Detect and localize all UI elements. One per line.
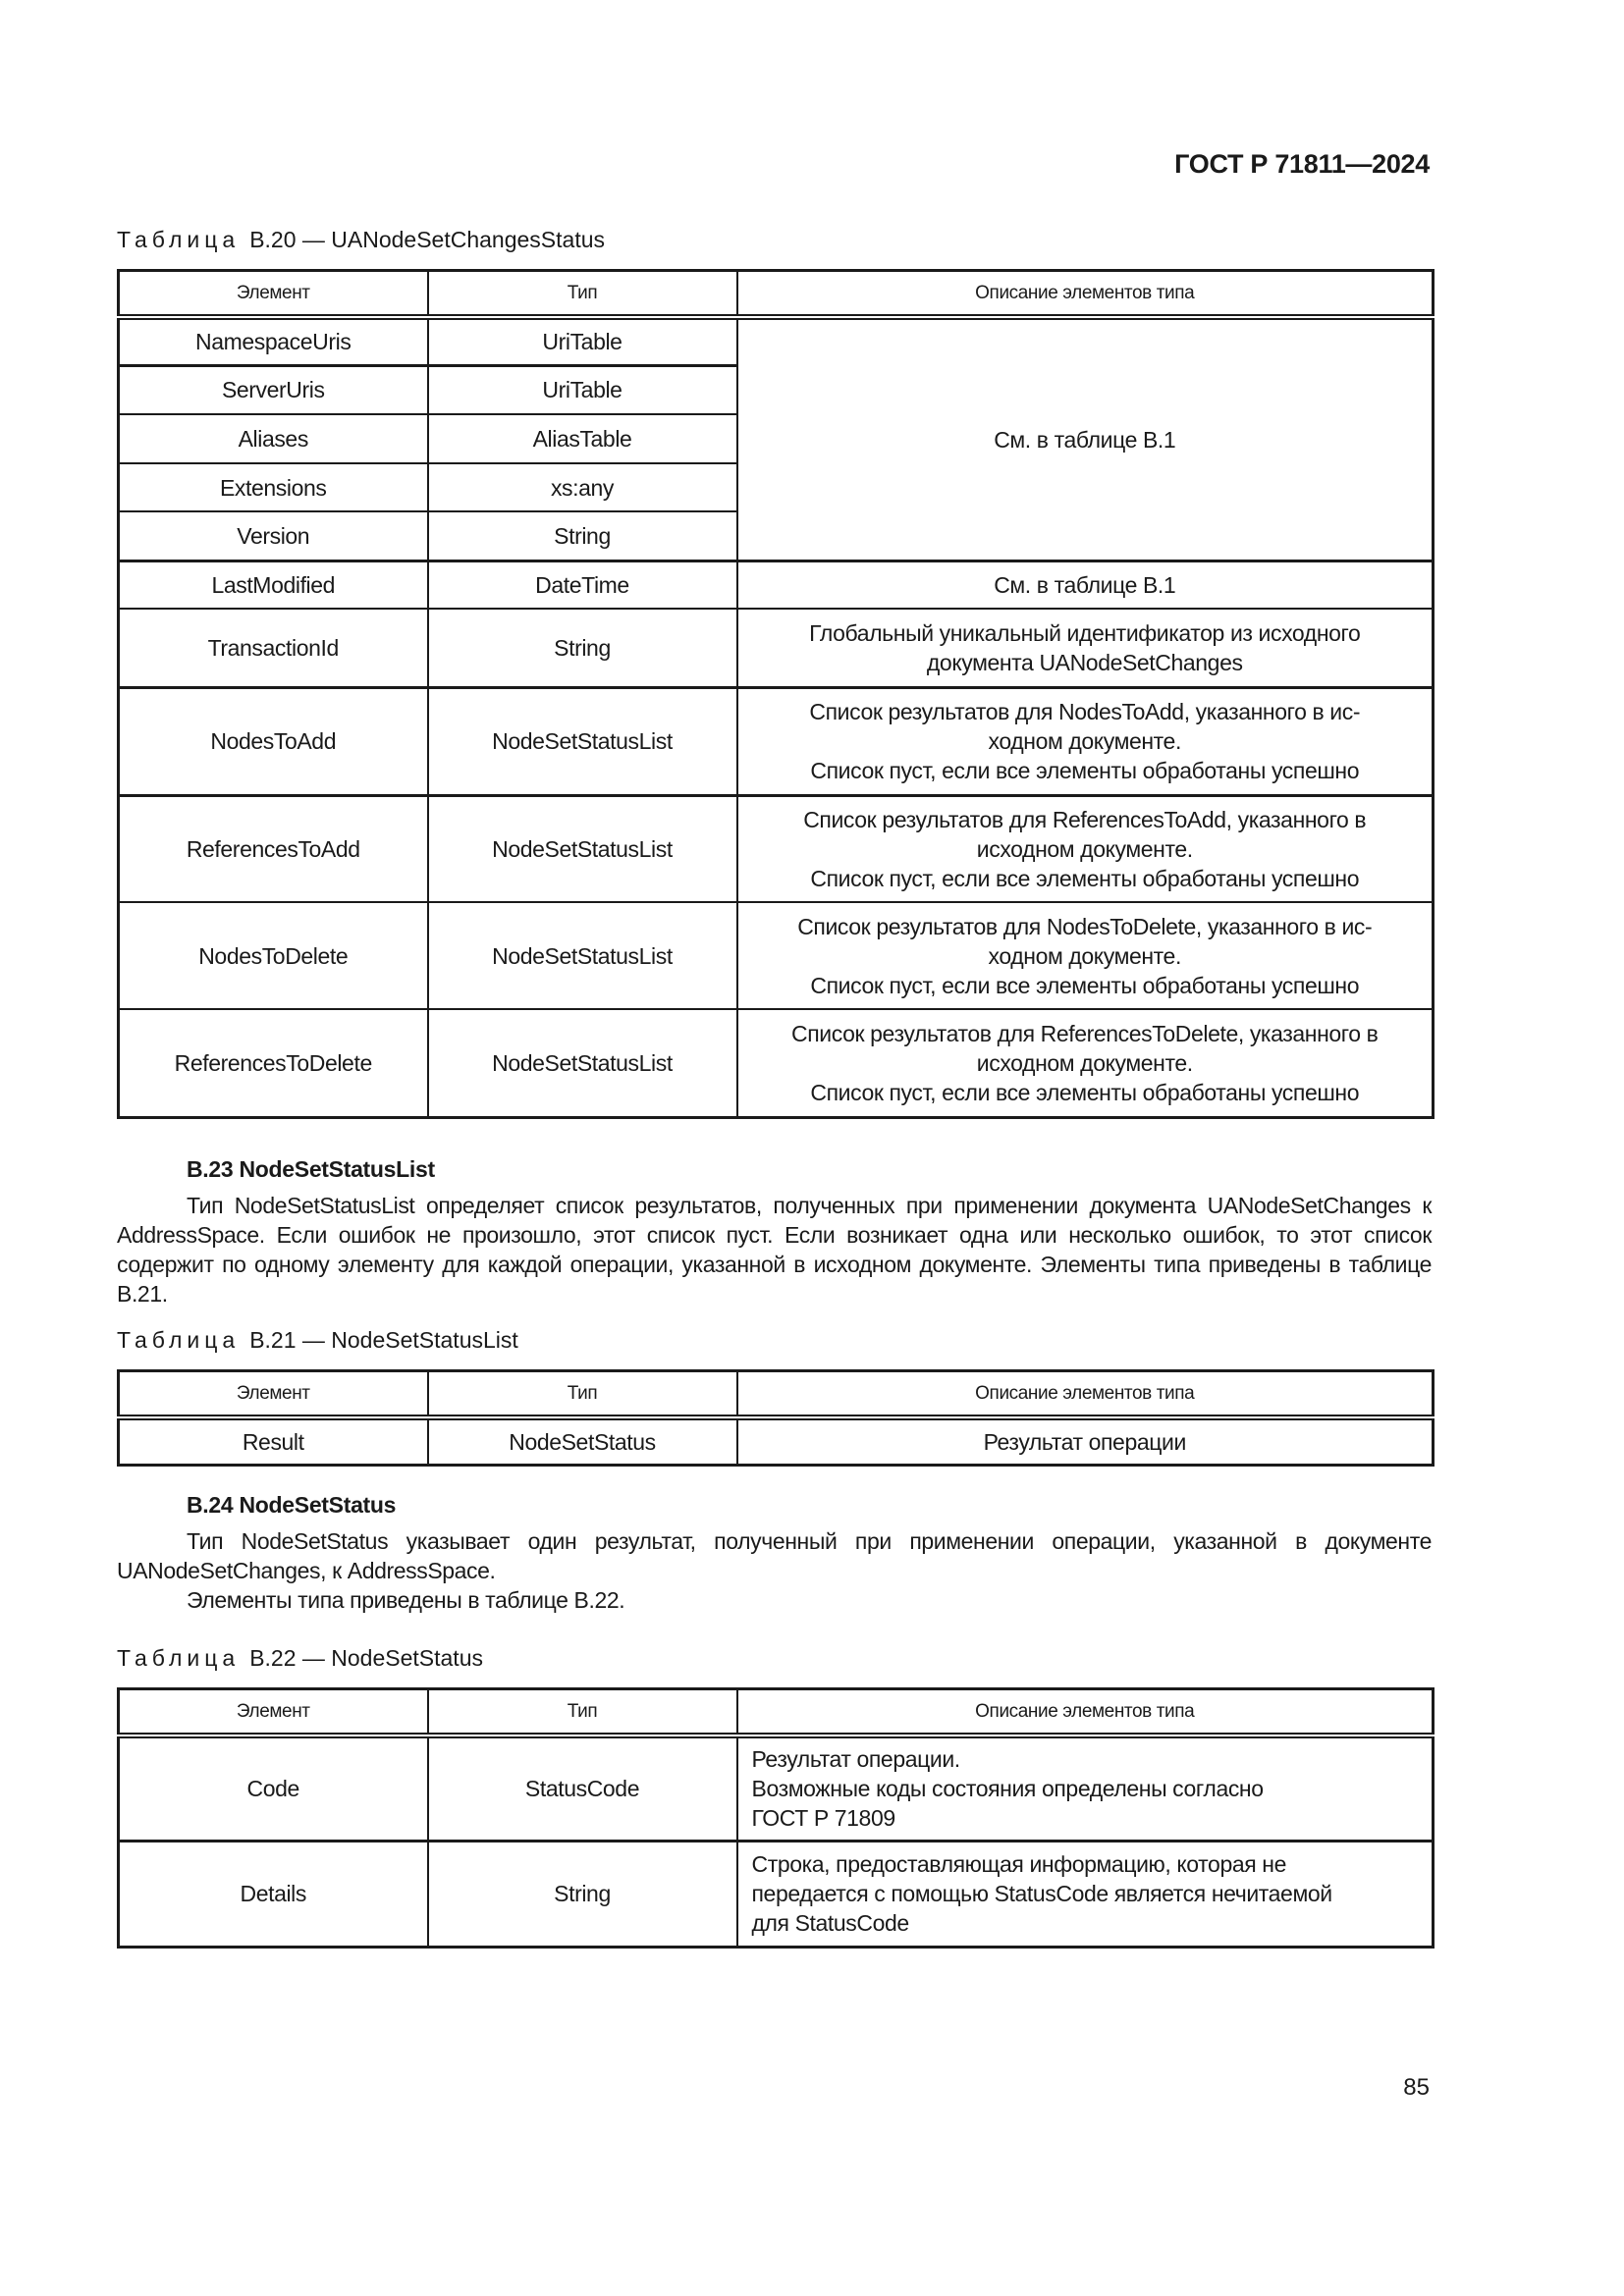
cell-type: xs:any xyxy=(428,463,737,511)
description-line: для StatusCode xyxy=(751,1910,909,1936)
cell-element: Version xyxy=(119,511,428,561)
table-row xyxy=(119,795,1434,902)
column-header-description: Описание элементов типа xyxy=(737,1689,1434,1736)
cell-element: Code xyxy=(119,1735,428,1841)
description-line: передается с помощью StatusCode является нечитаемой xyxy=(751,1881,1332,1906)
cell-description xyxy=(737,609,1434,687)
table-b20 xyxy=(117,269,1435,1119)
description-line: ходном документе. xyxy=(988,728,1181,754)
description-line: ГОСТ Р 71809 xyxy=(751,1805,895,1832)
table-b21-caption xyxy=(117,1327,518,1354)
column-header-description: Описание элементов типа xyxy=(737,1371,1434,1418)
table-header-row xyxy=(119,1371,1434,1418)
caption-prefix: Таблица xyxy=(117,227,241,252)
column-header-type: Тип xyxy=(428,1371,737,1418)
column-header-element: Элемент xyxy=(119,1689,428,1736)
cell-type: NodeSetStatusList xyxy=(428,795,737,902)
cell-description xyxy=(737,1841,1434,1947)
cell-type: DateTime xyxy=(428,561,737,609)
description-line: Список результатов для ReferencesToAdd, указанного в xyxy=(803,806,1367,832)
description-line: Глобальный уникальный идентификатор из исходного xyxy=(809,619,1361,646)
table-b21 xyxy=(117,1369,1435,1467)
column-header-description: Описание элементов типа xyxy=(737,271,1434,318)
caption-title: В.21 — NodeSetStatusList xyxy=(249,1327,518,1353)
caption-title: В.20 — UANodeSetChangesStatus xyxy=(249,227,606,252)
table-row xyxy=(119,561,1434,609)
description-line: Список результатов для ReferencesToDelete, указанного в xyxy=(791,1020,1379,1046)
cell-type: NodeSetStatusList xyxy=(428,902,737,1009)
description-line: Список результатов для NodesToAdd, указанного в ис- xyxy=(809,699,1361,724)
description-line: исходном документе. xyxy=(976,1049,1193,1076)
table-row xyxy=(119,1735,1434,1841)
cell-element: ServerUris xyxy=(119,365,428,414)
paragraph: Тип NodeSetStatusList определяет список результатов, полученных при применении документа UANodeSetChanges к AddressSpace. Если ошибок не произошло, этот список пуст. Если возникает одна или несколько ошибок, то этот список содержит по одному элементу для каждой операции, указанной в исходном документе. Элементы типа приведены в таблице В.21. xyxy=(117,1193,1432,1307)
cell-element: Aliases xyxy=(119,414,428,463)
caption-prefix: Таблица xyxy=(117,1327,241,1353)
section-heading-b24: В.24 NodeSetStatus xyxy=(187,1492,397,1518)
table-row xyxy=(119,317,1434,365)
caption-prefix: Таблица xyxy=(117,1645,241,1671)
table-row xyxy=(119,902,1434,1009)
cell-element: NodesToDelete xyxy=(119,902,428,1009)
description-line: Возможные коды состояния определены согласно xyxy=(751,1776,1264,1802)
table-header-row xyxy=(119,1689,1434,1736)
description-line: документа UANodeSetChanges xyxy=(926,649,1243,675)
cell-description-merged: См. в таблице В.1 xyxy=(737,317,1434,561)
table-row xyxy=(119,1841,1434,1947)
table-b20-caption xyxy=(117,227,605,253)
cell-element: ReferencesToAdd xyxy=(119,795,428,902)
cell-element: Details xyxy=(119,1841,428,1947)
cell-element: NamespaceUris xyxy=(119,317,428,365)
cell-type: NodeSetStatusList xyxy=(428,1009,737,1117)
column-header-type: Тип xyxy=(428,271,737,318)
paragraph: Элементы типа приведены в таблице В.22. xyxy=(187,1587,625,1613)
description-line: ходном документе. xyxy=(988,942,1181,969)
table-row xyxy=(119,1009,1434,1117)
section-b24-text xyxy=(117,1526,1432,1615)
cell-description: См. в таблице В.1 xyxy=(737,561,1434,609)
table-row xyxy=(119,609,1434,687)
cell-description xyxy=(737,687,1434,795)
paragraph: Тип NodeSetStatus указывает один результат, полученный при применении операции, указанной в документе UANodeSetChanges, к AddressSpace. xyxy=(117,1528,1432,1583)
description-line: Результат операции. xyxy=(751,1746,960,1773)
column-header-type: Тип xyxy=(428,1689,737,1736)
cell-type: String xyxy=(428,511,737,561)
table-header-row xyxy=(119,271,1434,318)
description-line: Список пуст, если все элементы обработаны успешно xyxy=(810,865,1360,891)
description-line: Список пуст, если все элементы обработаны успешно xyxy=(810,972,1360,998)
description-line: исходном документе. xyxy=(976,835,1193,862)
description-line: Список пуст, если все элементы обработаны успешно xyxy=(810,758,1360,783)
column-header-element: Элемент xyxy=(119,271,428,318)
page-number: 85 xyxy=(1403,2074,1430,2101)
cell-element: Result xyxy=(119,1417,428,1465)
cell-type: StatusCode xyxy=(428,1735,737,1841)
description-line: Список пуст, если все элементы обработаны успешно xyxy=(810,1079,1360,1105)
section-heading-b23: В.23 NodeSetStatusList xyxy=(187,1156,435,1182)
cell-type: UriTable xyxy=(428,365,737,414)
cell-element: ReferencesToDelete xyxy=(119,1009,428,1117)
description-line: Строка, предоставляющая информацию, которая не xyxy=(751,1851,1286,1877)
cell-type: NodeSetStatus xyxy=(428,1417,737,1465)
cell-description: Результат операции xyxy=(737,1417,1434,1465)
cell-description xyxy=(737,1735,1434,1841)
cell-type: NodeSetStatusList xyxy=(428,687,737,795)
cell-element: TransactionId xyxy=(119,609,428,687)
cell-description xyxy=(737,795,1434,902)
cell-description xyxy=(737,902,1434,1009)
column-header-element: Элемент xyxy=(119,1371,428,1418)
caption-title: В.22 — NodeSetStatus xyxy=(249,1645,483,1671)
cell-type: AliasTable xyxy=(428,414,737,463)
table-b22-caption xyxy=(117,1645,483,1672)
document-standard-number: ГОСТ Р 71811—2024 xyxy=(1174,149,1430,179)
description-line: Список результатов для NodesToDelete, указанного в ис- xyxy=(797,913,1373,939)
cell-element: NodesToAdd xyxy=(119,687,428,795)
cell-type: UriTable xyxy=(428,317,737,365)
cell-description xyxy=(737,1009,1434,1117)
cell-element: Extensions xyxy=(119,463,428,511)
section-b23-text xyxy=(117,1191,1432,1308)
cell-type: String xyxy=(428,1841,737,1947)
table-row xyxy=(119,687,1434,795)
table-row xyxy=(119,1417,1434,1465)
cell-element: LastModified xyxy=(119,561,428,609)
cell-type: String xyxy=(428,609,737,687)
table-b22 xyxy=(117,1687,1435,1949)
